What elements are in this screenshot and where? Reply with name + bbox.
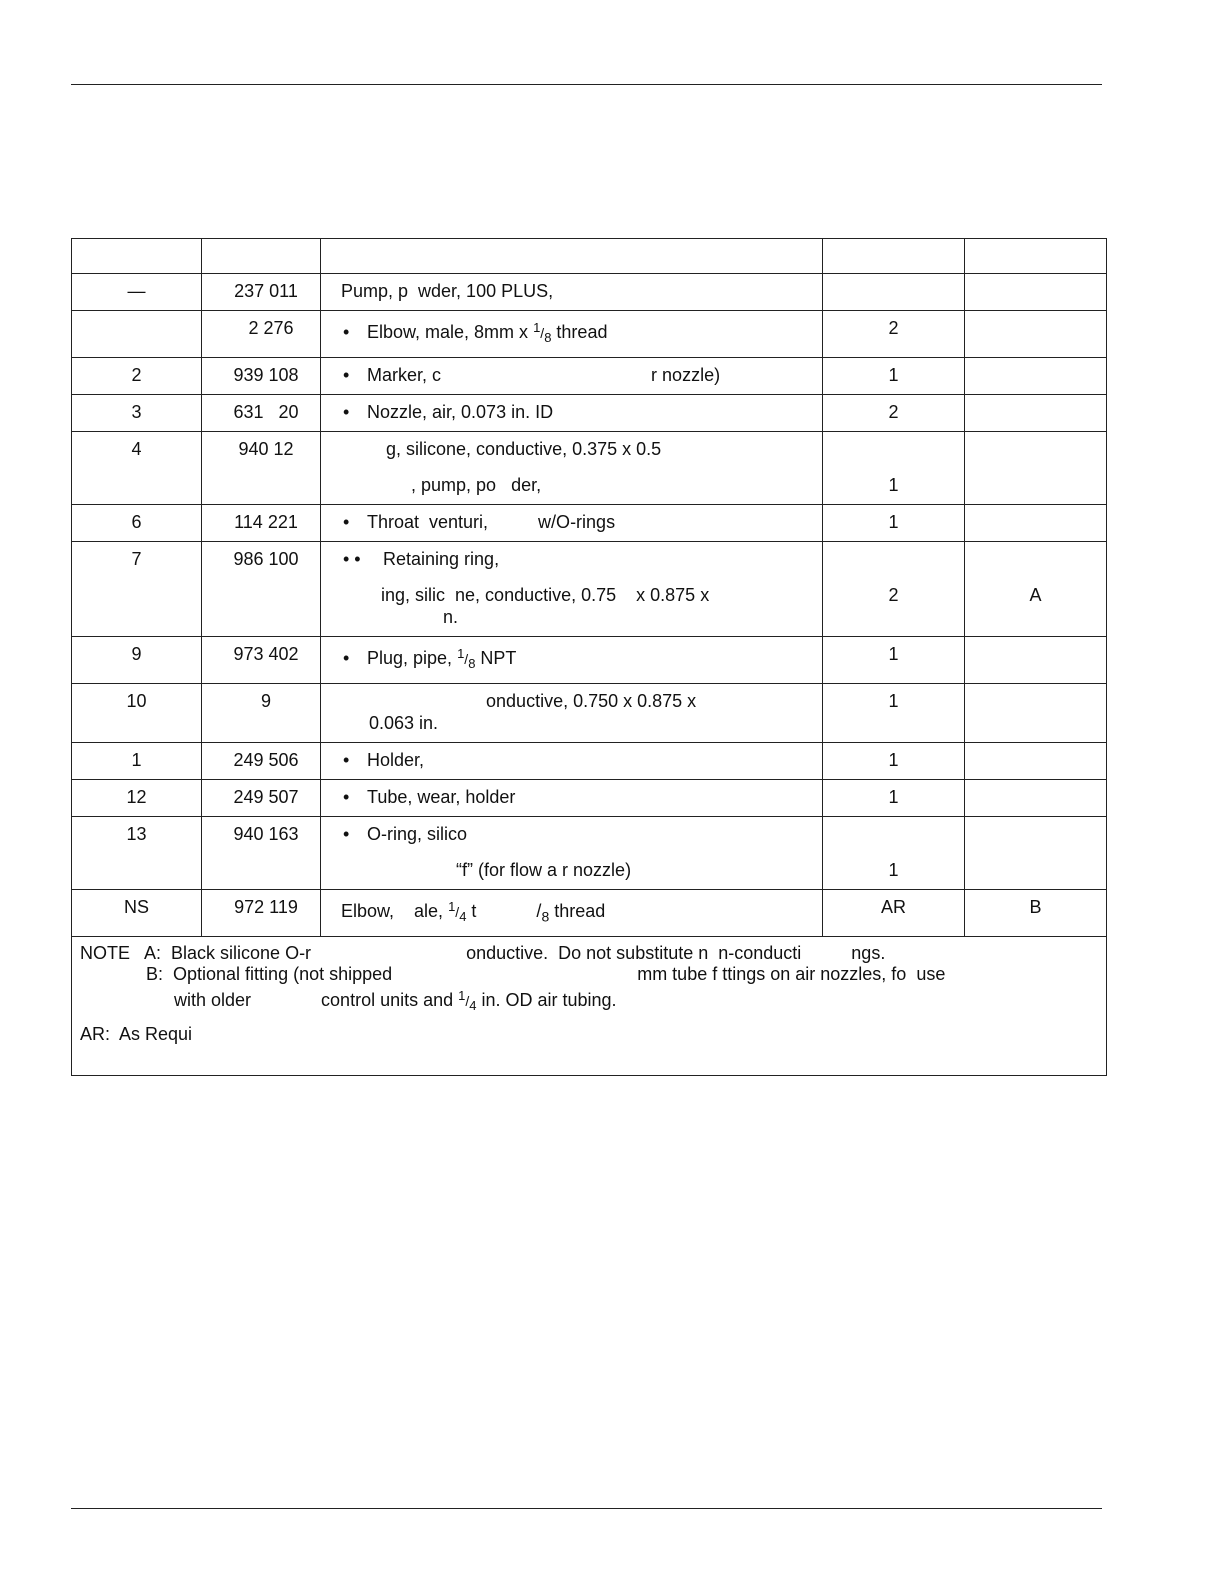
description-text: ing, silic ne, conductive, 0.75 x 0.875 x (341, 585, 710, 605)
note-reference: B (965, 890, 1107, 937)
part-description (321, 395, 823, 432)
quantity: 1 (823, 743, 965, 780)
bullet-marker: • (343, 648, 350, 668)
table-row (72, 853, 1107, 890)
quantity (823, 432, 965, 469)
header-note (965, 239, 1107, 274)
part-description (321, 542, 823, 579)
quantity (823, 274, 965, 311)
fraction: $^1/_4$ (448, 899, 467, 924)
header-quantity (823, 239, 965, 274)
header-part (202, 239, 321, 274)
part-number: 249 507 (202, 780, 321, 817)
item-number (72, 853, 202, 890)
description-text: Holder, (367, 750, 425, 770)
note-reference (965, 817, 1107, 854)
quantity: 1 (823, 853, 965, 890)
note-ar: AR: As Requi (80, 1024, 193, 1044)
part-description (321, 853, 823, 890)
bullet-marker: • (343, 750, 350, 770)
note-reference (965, 432, 1107, 469)
note-reference (965, 395, 1107, 432)
description-text: Marker, c r nozzle) (367, 365, 721, 385)
item-number (72, 578, 202, 637)
fraction: $^1/_4$ (458, 988, 477, 1013)
table-row (72, 780, 1107, 817)
fraction-numerator: 1 (533, 320, 541, 335)
fraction: $^1/_8$ (533, 320, 552, 345)
note-b-text: with older control units and (174, 990, 459, 1010)
footer-rule (71, 1508, 1102, 1509)
note-reference (965, 542, 1107, 579)
part-number: 973 402 (202, 637, 321, 684)
part-description (321, 780, 823, 817)
item-number: 4 (72, 432, 202, 469)
quantity: AR (823, 890, 965, 937)
part-description (321, 684, 823, 743)
part-number: 249 506 (202, 743, 321, 780)
fraction: $^1/_8$ (457, 646, 476, 671)
table-row (72, 311, 1107, 358)
item-number: 3 (72, 395, 202, 432)
item-number: NS (72, 890, 202, 937)
description-text: Nozzle, air, 0.073 in. ID (367, 402, 554, 422)
part-number (202, 468, 321, 505)
part-number: 2 276 (202, 311, 321, 358)
description-text: “f” (for flow a r nozzle) (341, 860, 632, 880)
table-row (72, 505, 1107, 542)
description-text: g, silicone, conductive, 0.375 x 0.5 (341, 439, 662, 459)
table-row (72, 637, 1107, 684)
table-row (72, 468, 1107, 505)
note-reference (965, 274, 1107, 311)
item-number (72, 311, 202, 358)
table-row (72, 542, 1107, 579)
part-description (321, 468, 823, 505)
description-text: Throat venturi, w/O-rings (367, 512, 616, 532)
item-number: 12 (72, 780, 202, 817)
quantity: 1 (823, 684, 965, 743)
item-number: 10 (72, 684, 202, 743)
fraction-denominator: 4 (469, 998, 477, 1013)
part-description (321, 890, 823, 937)
part-number: 986 100 (202, 542, 321, 579)
part-description (321, 637, 823, 684)
quantity (823, 817, 965, 854)
item-number: 2 (72, 358, 202, 395)
part-number (202, 578, 321, 637)
description-text: Elbow, male, 8mm x (367, 322, 534, 342)
quantity: 1 (823, 468, 965, 505)
bullet-marker: • (343, 365, 350, 385)
item-number: 13 (72, 817, 202, 854)
bullet-marker: • (343, 322, 350, 342)
bullet-marker: • • (343, 549, 361, 569)
header-rule (71, 84, 1102, 85)
description-continued: n. (443, 607, 459, 627)
table-row (72, 274, 1107, 311)
part-number: 940 12 (202, 432, 321, 469)
item-number: — (72, 274, 202, 311)
bullet-marker: • (343, 402, 350, 422)
part-number: 940 163 (202, 817, 321, 854)
description-text-end: NPT (475, 648, 517, 668)
quantity: 2 (823, 578, 965, 637)
fraction-denominator: 8 (468, 656, 476, 671)
part-description (321, 311, 823, 358)
table-row (72, 817, 1107, 854)
quantity: 1 (823, 780, 965, 817)
part-description (321, 743, 823, 780)
fraction-denominator: 4 (459, 909, 467, 924)
description-text: onductive, 0.750 x 0.875 x (341, 691, 697, 711)
description-text: Elbow, ale, (341, 901, 449, 921)
note-b: B: Optional fitting (not shipped mm tube f ttings on air nozzles, fo use (146, 964, 946, 984)
description-text-end: t / (466, 901, 542, 921)
quantity: 1 (823, 505, 965, 542)
part-description (321, 505, 823, 542)
fraction-numerator: 1 (448, 899, 456, 914)
part-number: 114 221 (202, 505, 321, 542)
table-row (72, 395, 1107, 432)
description-text-end: thread (551, 322, 608, 342)
table-row (72, 432, 1107, 469)
quantity (823, 542, 965, 579)
part-description (321, 274, 823, 311)
note-reference (965, 637, 1107, 684)
part-number: 9 (202, 684, 321, 743)
description-text: , pump, po der, (341, 475, 542, 495)
description-text: Tube, wear, holder (367, 787, 516, 807)
bullet-marker: • (343, 824, 350, 844)
part-number: 631 20 (202, 395, 321, 432)
note-reference (965, 684, 1107, 743)
note-reference (965, 505, 1107, 542)
parts-list-table (71, 238, 1107, 1076)
description-text: O-ring, silico (367, 824, 468, 844)
description-text: Plug, pipe, (367, 648, 458, 668)
description-text-end: thread (549, 901, 606, 921)
fraction-numerator: 1 (458, 988, 466, 1003)
notes-block (72, 937, 1107, 1076)
quantity: 1 (823, 637, 965, 684)
part-number (202, 853, 321, 890)
note-reference (965, 780, 1107, 817)
fraction-denominator: 8 (541, 908, 550, 925)
table-row (72, 684, 1107, 743)
item-number (72, 468, 202, 505)
table-row (72, 578, 1107, 637)
fraction-denominator: 8 (544, 330, 552, 345)
description-text: Pump, p wder, 100 PLUS, (341, 281, 554, 301)
table-row (72, 358, 1107, 395)
note-reference: A (965, 578, 1107, 637)
bullet-marker: • (343, 787, 350, 807)
item-number: 9 (72, 637, 202, 684)
bullet-marker: • (343, 512, 350, 532)
note-reference (965, 358, 1107, 395)
part-number: 972 119 (202, 890, 321, 937)
header-description (321, 239, 823, 274)
part-number: 939 108 (202, 358, 321, 395)
table-header-row (72, 239, 1107, 274)
part-description (321, 432, 823, 469)
fraction-numerator: 1 (457, 646, 465, 661)
table-row (72, 743, 1107, 780)
note-b-text-end: in. OD air tubing. (476, 990, 617, 1010)
part-number: 237 011 (202, 274, 321, 311)
note-reference (965, 468, 1107, 505)
description-continued: 0.063 in. (369, 713, 439, 733)
part-description (321, 358, 823, 395)
note-reference (965, 853, 1107, 890)
item-number: 1 (72, 743, 202, 780)
quantity: 2 (823, 311, 965, 358)
note-a: NOTE A: Black silicone O-r onductive. Do not substitute n n-conducti ngs. (80, 943, 886, 963)
header-item (72, 239, 202, 274)
quantity: 1 (823, 358, 965, 395)
table-row (72, 890, 1107, 937)
item-number: 6 (72, 505, 202, 542)
part-description (321, 578, 823, 637)
quantity: 2 (823, 395, 965, 432)
item-number: 7 (72, 542, 202, 579)
note-b-continued (80, 985, 1098, 1016)
description-text: Retaining ring, (383, 549, 500, 569)
note-reference (965, 743, 1107, 780)
part-description (321, 817, 823, 854)
note-reference (965, 311, 1107, 358)
